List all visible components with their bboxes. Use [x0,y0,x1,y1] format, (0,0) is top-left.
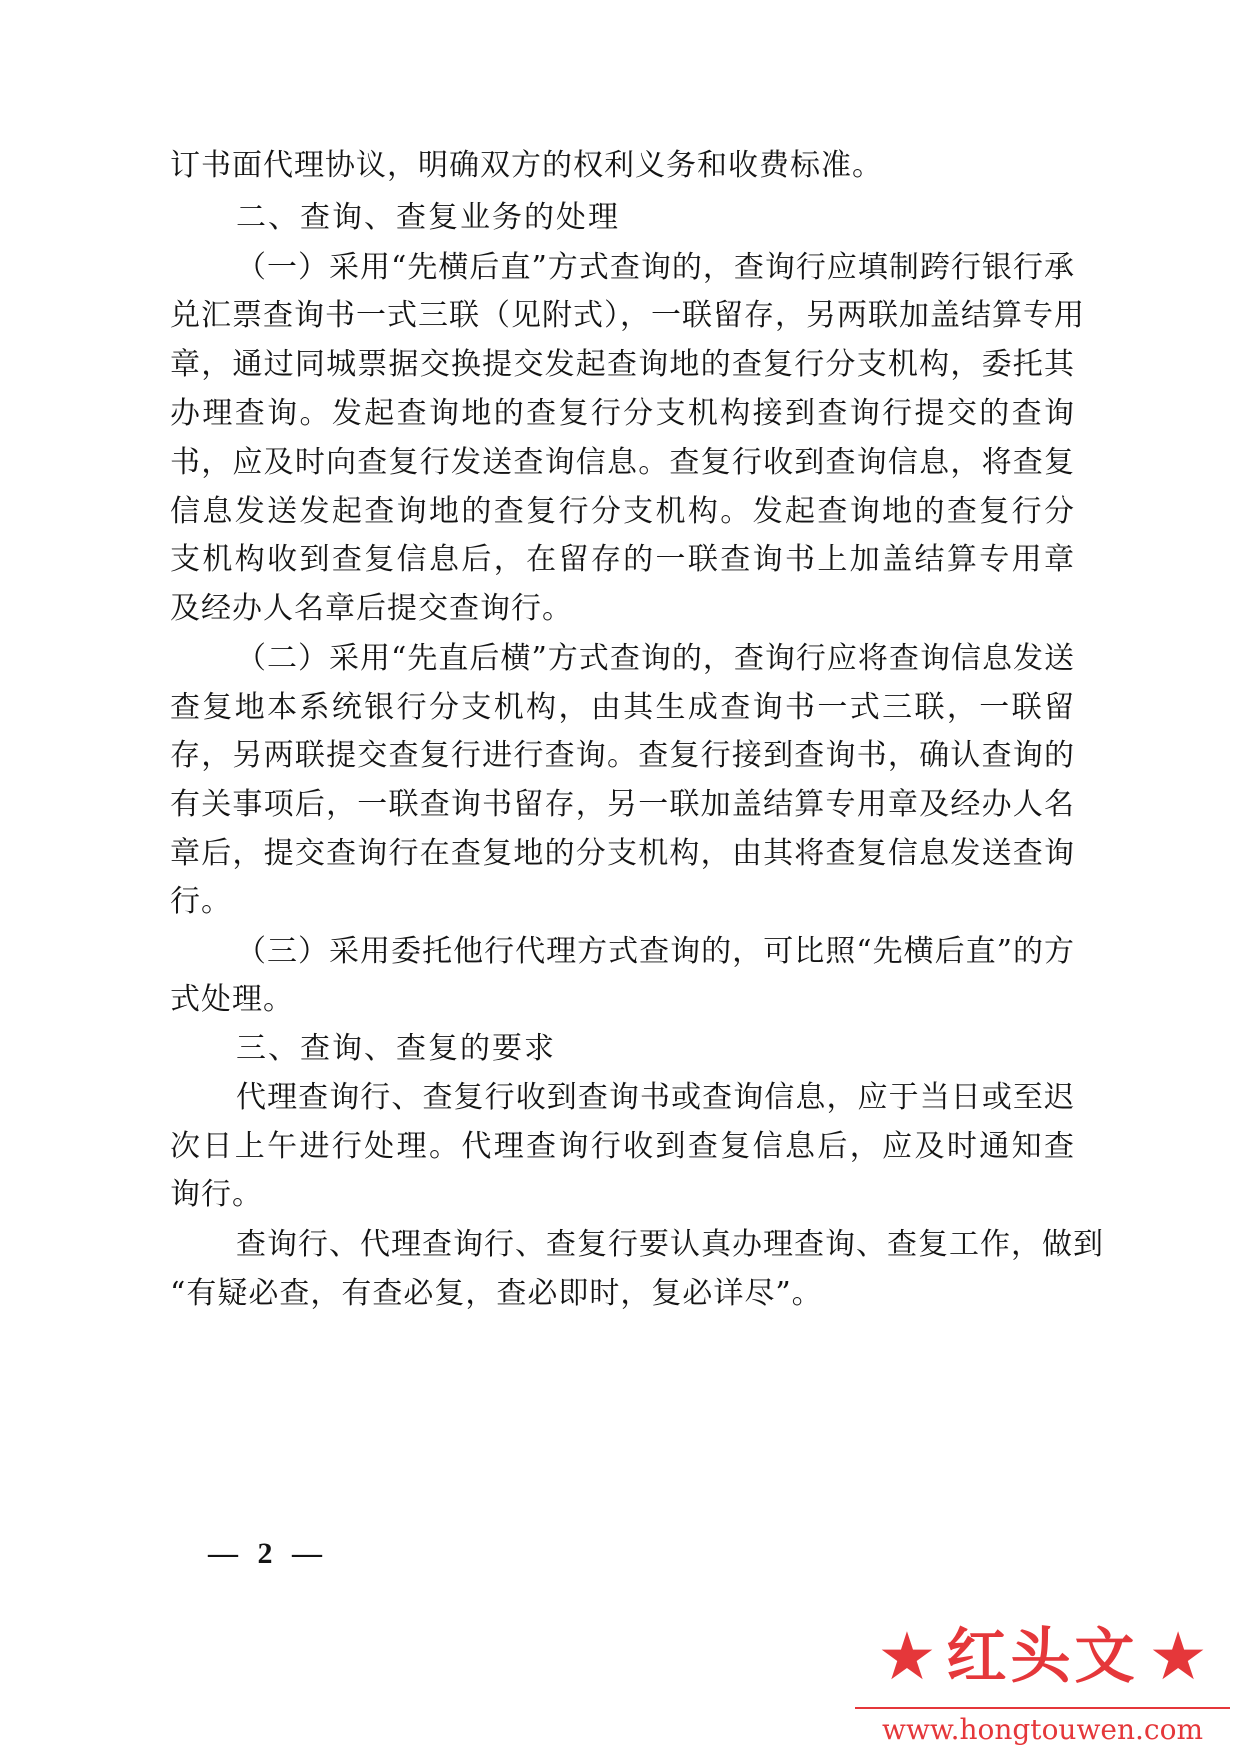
paragraph-line: 办理查询。发起查询地的查复行分支机构接到查询行提交的查询 [170,396,1075,431]
star-icon: ★ [877,1618,937,1695]
watermark-url: www.hongtouwen.com [881,1713,1204,1746]
paragraph-line: 式处理。 [170,982,294,1017]
paragraph-line: （二）采用“先直后横”方式查询的，查询行应将查询信息发送 [236,641,1075,676]
paragraph-line: 信息发送发起查询地的查复行分支机构。发起查询地的查复行分 [170,494,1075,529]
star-icon: ★ [1148,1618,1208,1695]
paragraph-line: 及经办人名章后提交查询行。 [170,591,573,626]
paragraph-line: 兑汇票查询书一式三联（见附式），一联留存，另两联加盖结算专用 [170,298,1085,333]
paragraph-line: 代理查询行、查复行收到查询书或查询信息，应于当日或至迟 [236,1080,1075,1115]
watermark-text: 红头文 [946,1622,1139,1692]
paragraph-line: 支机构收到查复信息后，在留存的一联查询书上加盖结算专用章 [170,542,1075,577]
paragraph-line: 有关事项后，一联查询书留存，另一联加盖结算专用章及经办人名 [170,787,1075,822]
paragraph-line: 章后，提交查询行在查复地的分支机构，由其将查复信息发送查询 [170,836,1075,871]
paragraph-line: （三）采用委托他行代理方式查询的，可比照“先横后直”的方 [236,934,1075,969]
watermark-title [855,1612,1230,1702]
watermark-divider [855,1707,1230,1709]
paragraph-line: “有疑必查，有查必复，查必即时，复必详尽”。 [170,1276,823,1311]
section-heading-3: 三、查询、查复的要求 [236,1031,556,1066]
paragraph-line: 订书面代理协议，明确双方的权利义务和收费标准。 [170,148,883,183]
paragraph-line: 章，通过同城票据交换提交发起查询地的查复行分支机构，委托其 [170,347,1075,382]
paragraph-line: 书，应及时向查复行发送查询信息。查复行收到查询信息，将查复 [170,445,1075,480]
page-number: — 2 — [208,1537,328,1570]
paragraph-line: 次日上午进行处理。代理查询行收到查复信息后，应及时通知查 [170,1129,1075,1164]
section-heading-2: 二、查询、查复业务的处理 [236,200,620,235]
paragraph-line: 存，另两联提交查复行进行查询。查复行接到查询书，确认查询的 [170,738,1075,773]
paragraph-line: 查询行、代理查询行、查复行要认真办理查询、查复工作，做到 [236,1227,1104,1262]
paragraph-line: 行。 [170,884,232,919]
paragraph-line: （一）采用“先横后直”方式查询的，查询行应填制跨行银行承 [236,250,1075,285]
paragraph-line: 询行。 [170,1177,263,1212]
watermark [855,1612,1230,1752]
paragraph-line: 查复地本系统银行分支机构，由其生成查询书一式三联，一联留 [170,690,1075,725]
